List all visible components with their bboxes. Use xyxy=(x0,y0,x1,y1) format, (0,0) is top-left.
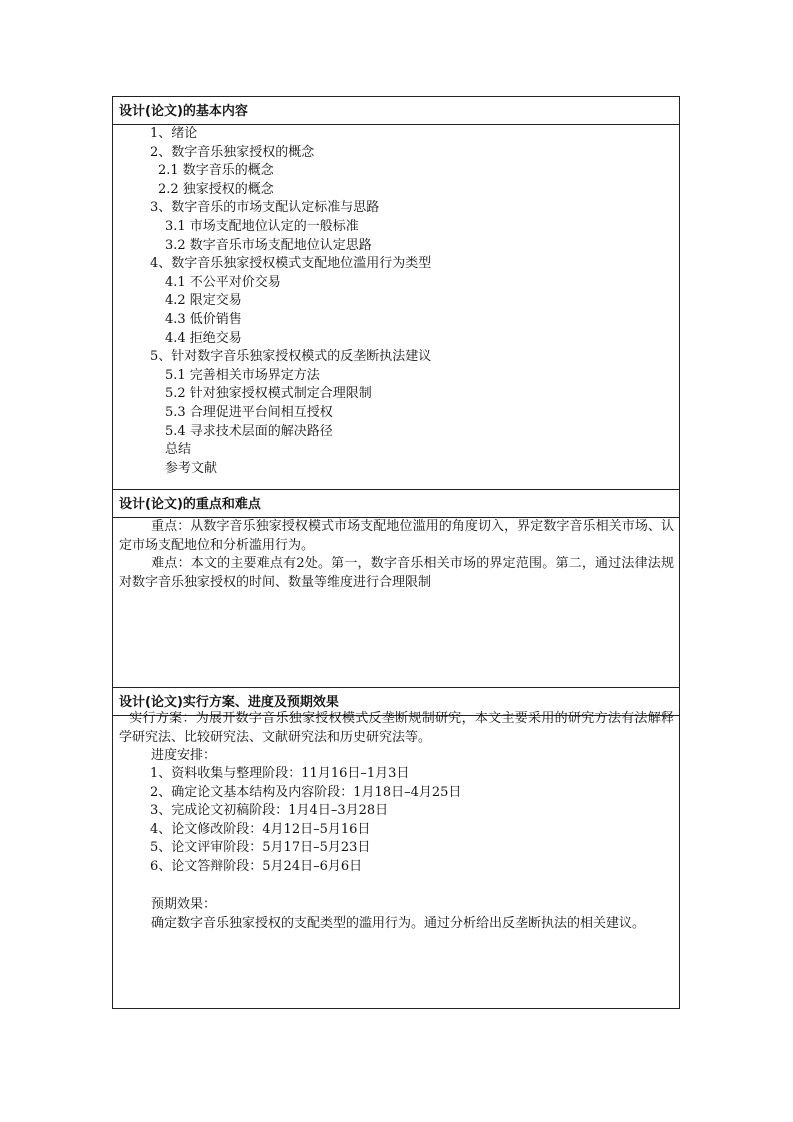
outline-item: 5、针对数字音乐独家授权模式的反垄断执法建议 xyxy=(150,349,432,365)
outline-item: 4.3 低价销售 xyxy=(165,312,242,327)
outline-item: 4.1 不公平对价交易 xyxy=(165,274,281,290)
schedule-item: 2、确定论文基本结构及内容阶段：1月18日–4月25日 xyxy=(150,784,462,800)
schedule-title: 进度安排： xyxy=(151,748,217,763)
outline-item: 5.3 合理促进平台间相互授权 xyxy=(165,405,333,420)
outline-item: 2.1 数字音乐的概念 xyxy=(158,163,274,179)
section3-body xyxy=(113,711,679,1008)
form-table xyxy=(112,96,680,1009)
outline-item: 1、绪论 xyxy=(150,126,198,141)
effect-title: 预期效果： xyxy=(151,897,217,912)
key-point-paragraph: 重点：从数字音乐独家授权模式市场支配地位滥用的角度切入，界定数字音乐相关市场、认定市场支配地位和分析滥用行为。 xyxy=(119,519,674,553)
plan-paragraph: 实行方案：为展开数字音乐独家授权模式反垄断规制研究，本文主要采用的研究方法有法解释学研究法、比较研究法、文献研究法和历史研究法等。 xyxy=(119,711,674,745)
section2-body xyxy=(113,518,679,688)
outline-item: 参考文献 xyxy=(165,460,218,476)
effect-paragraph: 确定数字音乐独家授权的支配类型的滥用行为。通过分析给出反垄断执法的相关建议。 xyxy=(151,916,646,931)
outline-item: 4、数字音乐独家授权模式支配地位滥用行为类型 xyxy=(150,256,432,272)
outline-item: 3.2 数字音乐市场支配地位认定思路 xyxy=(165,237,372,253)
schedule-item: 1、资料收集与整理阶段：11月16日–1月3日 xyxy=(150,766,410,781)
outline-item: 4.2 限定交易 xyxy=(165,293,242,309)
section3-header: 设计(论文)实行方案、进度及预期效果 xyxy=(113,688,679,716)
outline-item: 5.4 寻求技术层面的解决路径 xyxy=(165,423,333,439)
outline-item: 5.1 完善相关市场界定方法 xyxy=(165,367,320,383)
outline-item: 4.4 拒绝交易 xyxy=(165,330,242,346)
section2-header: 设计(论文)的重点和难点 xyxy=(113,490,679,518)
schedule-item: 6、论文答辩阶段：5月24日–6月6日 xyxy=(150,859,363,874)
outline-item: 5.2 针对独家授权模式制定合理限制 xyxy=(165,386,372,402)
outline-item: 3.1 市场支配地位认定的一般标准 xyxy=(165,219,359,234)
outline-item: 总结 xyxy=(165,442,192,458)
outline-item: 2、数字音乐独家授权的概念 xyxy=(150,144,315,160)
outline-item: 3、数字音乐的市场支配认定标准与思路 xyxy=(150,200,380,216)
schedule-item: 4、论文修改阶段：4月12日–5月16日 xyxy=(150,821,371,837)
outline-item: 2.2 独家授权的概念 xyxy=(158,181,274,197)
section1-header: 设计(论文)的基本内容 xyxy=(113,97,679,125)
schedule-item: 5、论文评审阶段：5月17日–5月23日 xyxy=(150,840,371,856)
difficulty-paragraph: 难点：本文的主要难点有2处。第一，数字音乐相关市场的界定范围。第二，通过法律法规对数字音乐独家授权的时间、数量等维度进行合理限制 xyxy=(119,556,674,590)
section1-body xyxy=(113,125,679,490)
schedule-item: 3、完成论文初稿阶段：1月4日–3月28日 xyxy=(150,803,389,819)
